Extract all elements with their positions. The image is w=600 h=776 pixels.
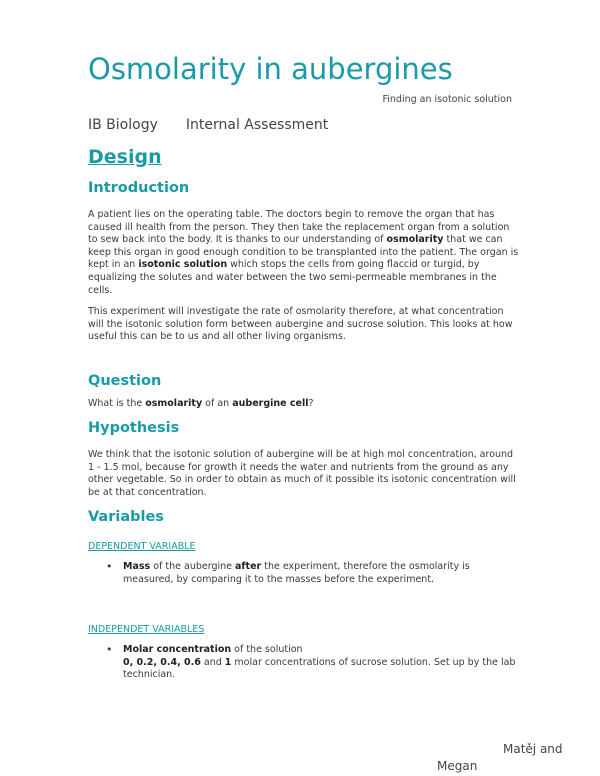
hypothesis-text: We think that the isotonic solution of aubergine will be at high mol concentration, around 1 - 1.5 mol, because for growth it needs the water and nutrients from the ground as any other vegetable. So in order to obtain as much of it possible its isotonic concentration will be at that concentration. <box>88 449 565 498</box>
document-title: Osmolarity in aubergines <box>88 52 453 86</box>
course-name: IB Biology <box>88 117 158 133</box>
dependent-variable-label: DEPENDENT VARIABLE <box>88 541 196 552</box>
question-text: What is the osmolarity of an aubergine cell? <box>88 398 314 409</box>
hypothesis-heading: Hypothesis <box>88 420 180 436</box>
author-names-line-2: Megan <box>437 759 478 773</box>
author-names-line-1: Matěj and <box>503 742 563 756</box>
question-heading: Question <box>88 373 162 389</box>
introduction-paragraph-1: A patient lies on the operating table. The doctors begin to remove the organ that has caused ill health from the person. They then take the replacement organ from a solution to sew back into the body. It is thanks to our understanding of osmolarity that we can keep this organ in good enough condition to be transplanted into the patient. The organ is kept in an isotonic solution which stops the cells from going flaccid or turgid, by equalizing the solutes and water between the two semi-permeable membranes in the cells. <box>88 209 519 296</box>
independent-variable-label: INDEPENDET VARIABLES <box>88 624 205 635</box>
introduction-heading: Introduction <box>88 180 190 196</box>
independent-variable-item: • Molar concentration of the solution 0, 0.2, 0.4, 0.6 and 1 molar concentrations of sucrose solution. Set up by the lab technician. <box>106 643 516 681</box>
design-heading: Design <box>88 146 162 168</box>
document-subtitle: Finding an isotonic solution <box>382 94 512 105</box>
dependent-variable-item: • Mass of the aubergine after the experiment, therefore the osmolarity is measured, by comparing it to the masses before the experiment. <box>106 560 470 585</box>
course-line <box>88 117 328 133</box>
bullet-icon: • <box>106 643 113 656</box>
introduction-paragraph-2: This experiment will investigate the rate of osmolarity therefore, at what concentration will the isotonic solution form between aubergine and sucrose solution. This looks at how useful this can be to us and all other living organisms. <box>88 306 513 343</box>
assessment-type: Internal Assessment <box>185 117 329 133</box>
bullet-icon: • <box>106 560 113 573</box>
variables-heading: Variables <box>88 509 164 525</box>
